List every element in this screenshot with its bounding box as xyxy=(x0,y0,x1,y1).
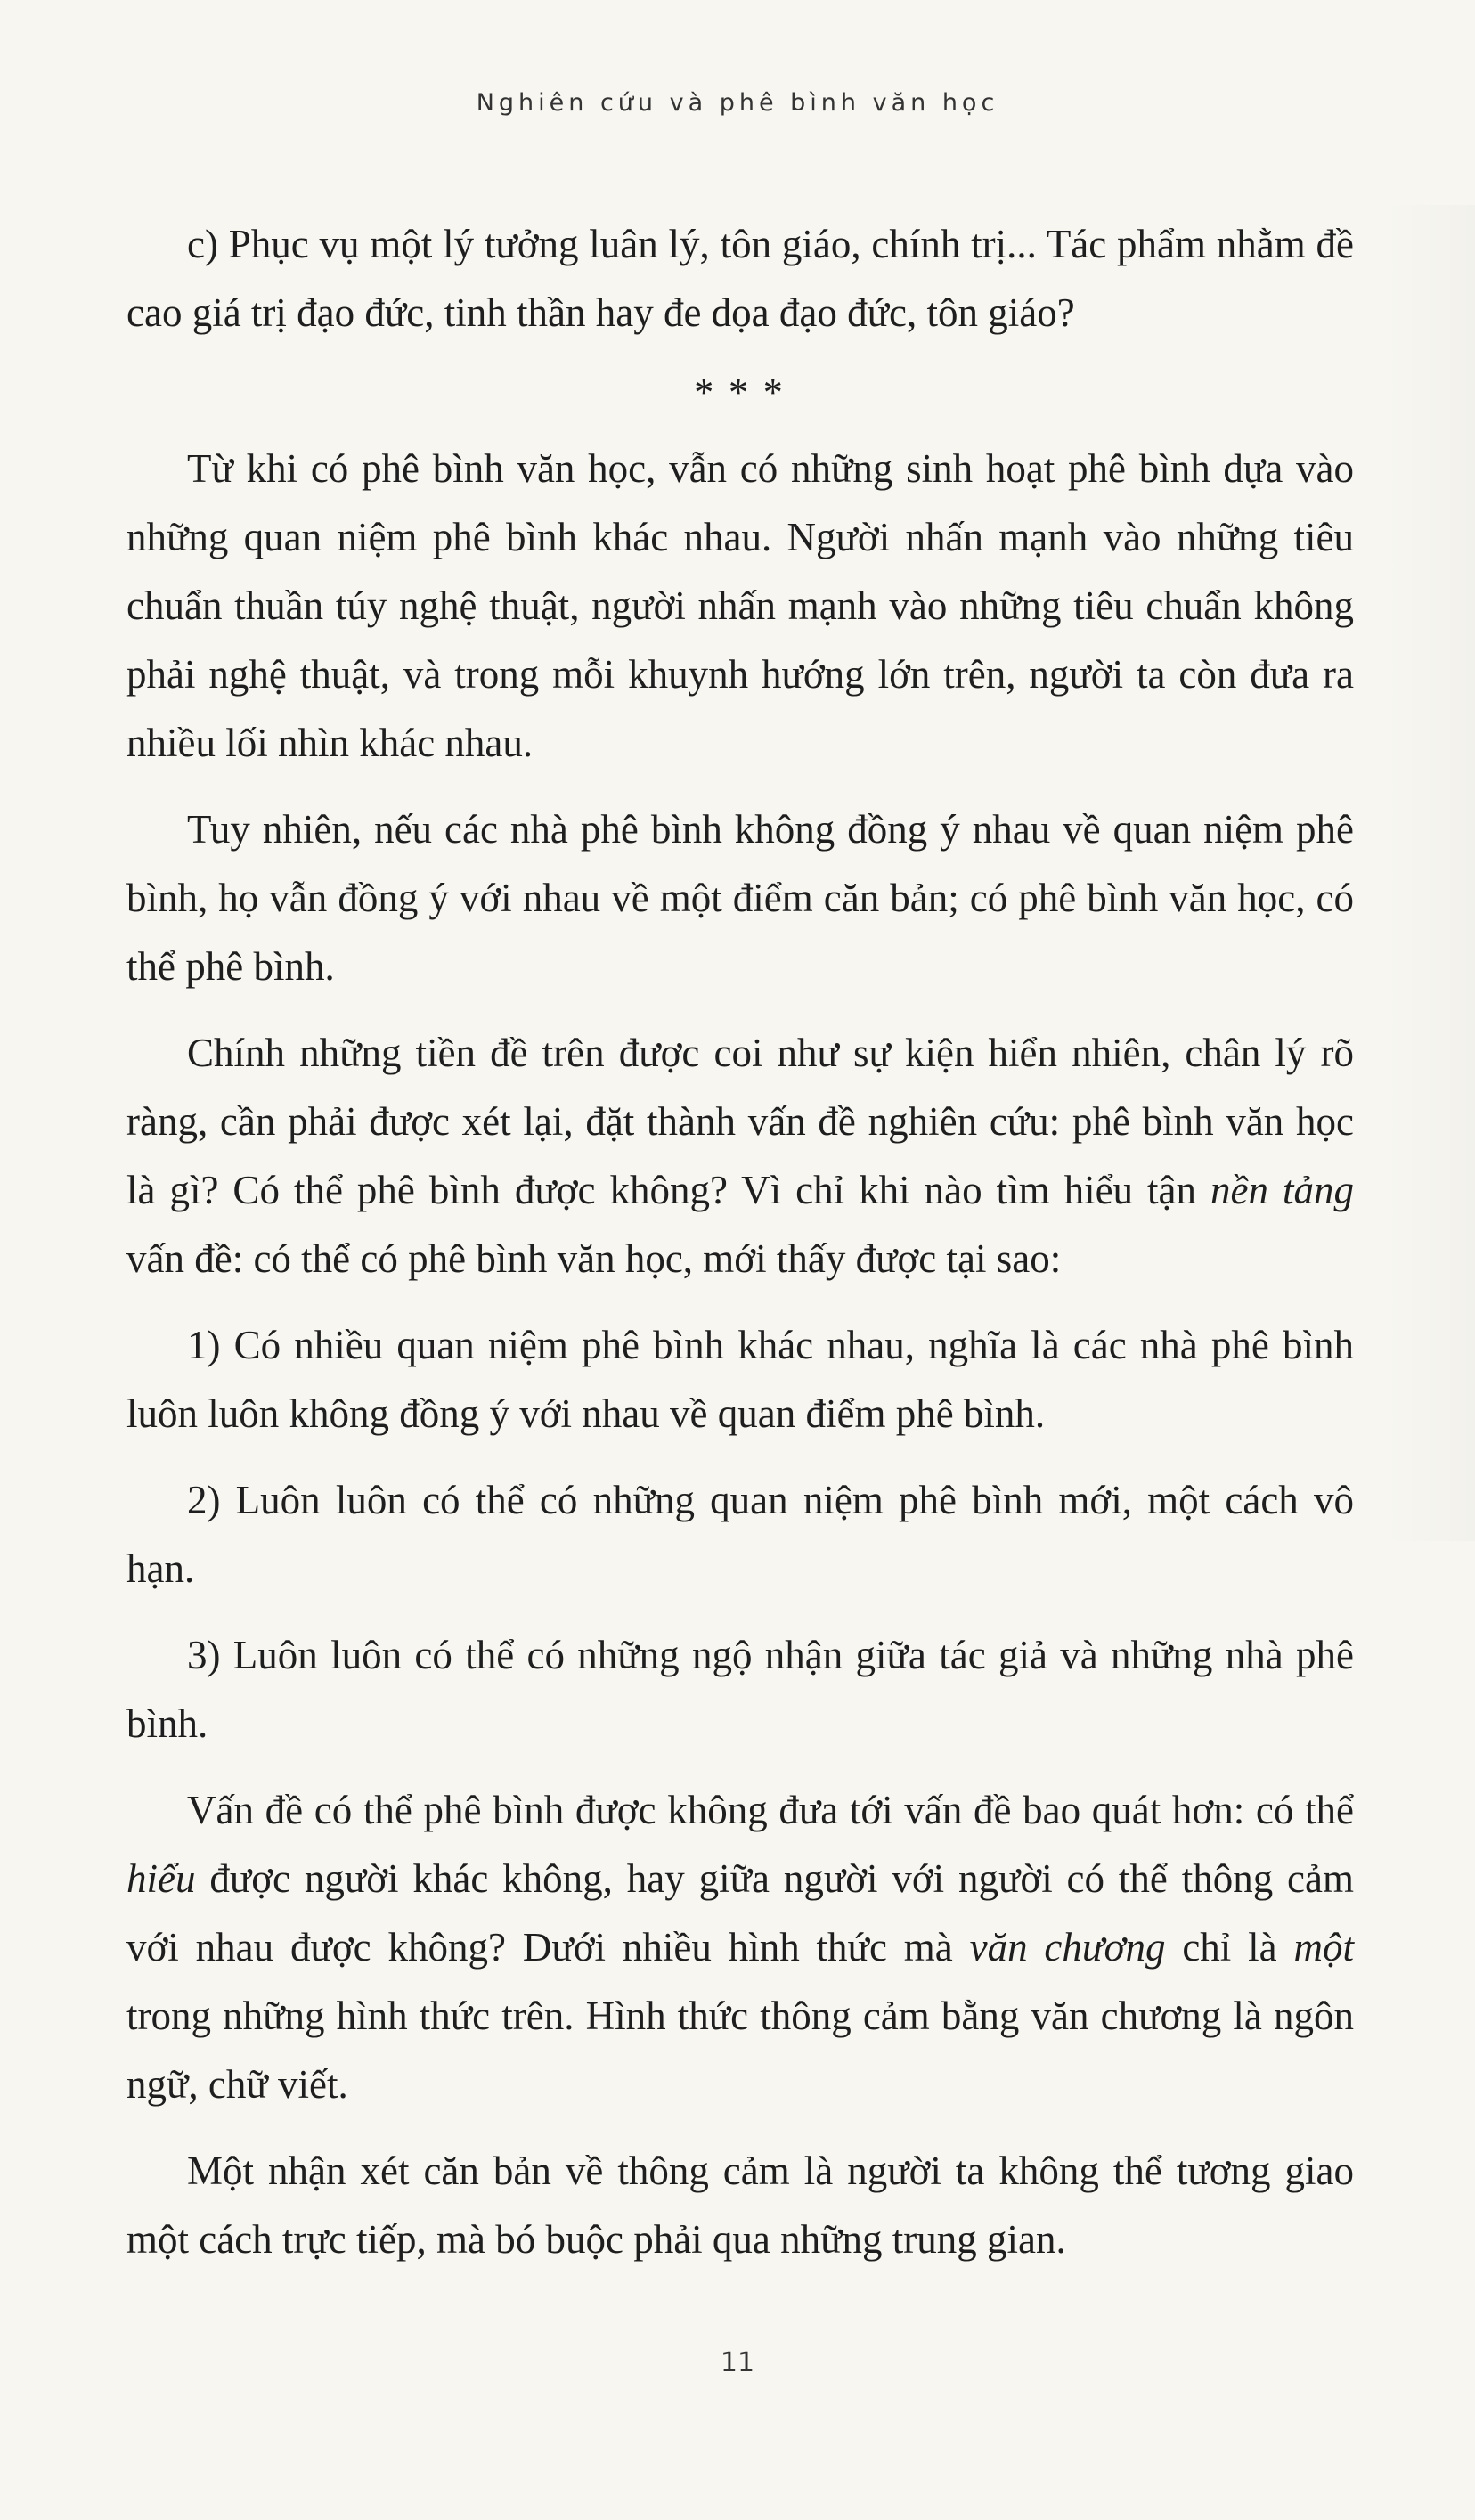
paragraph-understanding xyxy=(126,1776,1354,2119)
paragraph-premises xyxy=(126,1019,1354,1293)
paragraph-critics-agree: Tuy nhiên, nếu các nhà phê bình không đồng ý nhau về quan niệm phê bình, họ vẫn đồng ý với nhau về một điểm căn bản; có phê bình văn học, có thể phê bình. xyxy=(126,807,1354,989)
emphasis: một xyxy=(1293,1925,1354,1970)
list-item-2: 2) Luôn luôn có thể có những quan niệm phê bình mới, một cách vô hạn. xyxy=(126,1478,1354,1591)
running-header: Nghiên cứu và phê bình văn học xyxy=(476,89,999,117)
show-through-shadow xyxy=(1386,205,1475,1541)
text-run: vấn đề: có thể có phê bình văn học, mới thấy được tại sao: xyxy=(126,1236,1062,1281)
text-run: trong những hình thức trên. Hình thức thông cảm bằng văn chương là ngôn ngữ, chữ viết. xyxy=(126,1994,1354,2107)
body-text xyxy=(126,210,1354,2292)
section-divider: * * * xyxy=(694,371,786,414)
page-number: 11 xyxy=(720,2347,755,2378)
list-item-3: 3) Luôn luôn có thể có những ngộ nhận giữa tác giả và những nhà phê bình. xyxy=(126,1633,1354,1746)
text-run: Vấn đề có thể phê bình được không đưa tới vấn đề bao quát hơn: có thể xyxy=(187,1788,1354,1832)
paragraph-communication: Một nhận xét căn bản về thông cảm là người ta không thể tương giao một cách trực tiếp, mà bó buộc phải qua những trung gian. xyxy=(126,2149,1354,2262)
emphasis: nền tảng xyxy=(1210,1168,1354,1212)
emphasis: hiểu xyxy=(126,1856,196,1901)
text-run: Chính những tiền đề trên được coi như sự kiện hiển nhiên, chân lý rõ ràng, cần phải được xét lại, đặt thành vấn đề nghiên cứu: phê bình văn học là gì? Có thể phê bình được không? Vì chỉ khi nào tìm hiểu tận xyxy=(126,1031,1354,1212)
paragraph-item-c: c) Phục vụ một lý tưởng luân lý, tôn giáo, chính trị... Tác phẩm nhằm đề cao giá trị đạo đức, tinh thần hay đe dọa đạo đức, tôn giáo? xyxy=(126,222,1354,335)
text-run: được người khác không, hay giữa người với người có thể thông cảm với nhau được không? Dưới nhiều hình thức mà xyxy=(126,1856,1354,1970)
text-run: chỉ là xyxy=(1165,1925,1294,1970)
list-item-1: 1) Có nhiều quan niệm phê bình khác nhau, nghĩa là các nhà phê bình luôn luôn không đồng ý với nhau về quan điểm phê bình. xyxy=(126,1323,1354,1436)
paragraph-critique-history: Từ khi có phê bình văn học, vẫn có những sinh hoạt phê bình dựa vào những quan niệm phê bình khác nhau. Người nhấn mạnh vào những tiêu chuẩn thuần túy nghệ thuật, người nhấn mạnh vào những tiêu chuẩn không phải nghệ thuật, và trong mỗi khuynh hướng lớn trên, người ta còn đưa ra nhiều lối nhìn khác nhau. xyxy=(126,446,1354,765)
emphasis: văn chương xyxy=(969,1925,1166,1970)
